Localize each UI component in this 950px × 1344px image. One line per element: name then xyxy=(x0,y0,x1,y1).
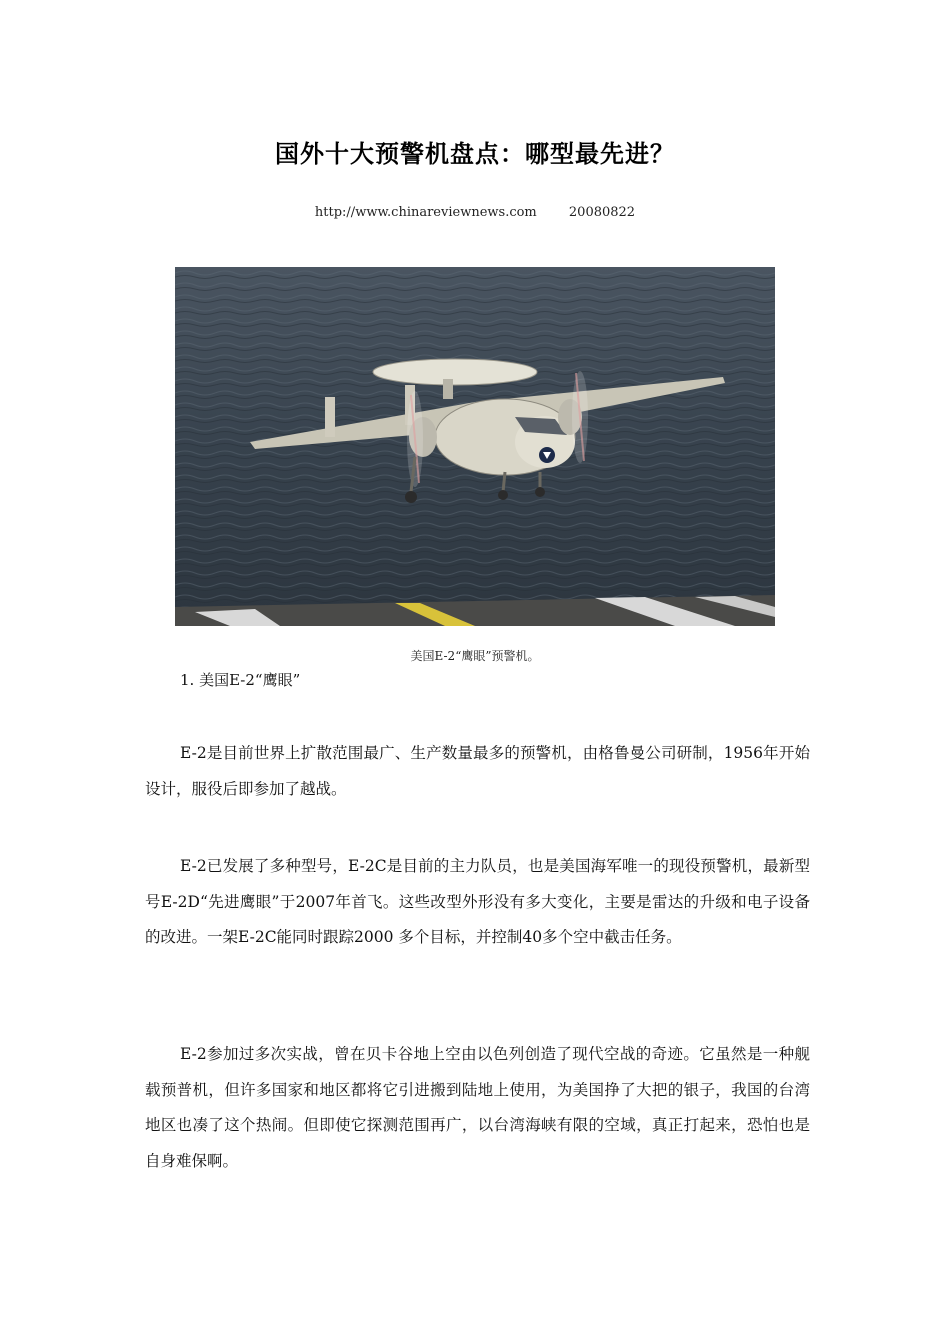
document-title: 国外十大预警机盘点：哪型最先进？ xyxy=(275,140,675,168)
source-line xyxy=(0,205,950,220)
source-url: http://www.chinareviewnews.com xyxy=(314,205,537,220)
section-heading: 1. 美国E-2“鹰眼” xyxy=(180,671,301,689)
aircraft-photo xyxy=(175,267,775,626)
paragraph-2: E-2已发展了多种型号，E-2C是目前的主力队员，也是美国海军唯一的现役预警机，最新型号E-2D“先进鹰眼”于2007年首飞。这些改型外形没有多大变化，主要是雷达的升级和电子设备的改进。一架E-2C能同时跟踪2000 多个目标，并控制40多个空中截击任务。 xyxy=(145,857,810,946)
image-caption: 美国E-2“鹰眼”预警机。 xyxy=(410,649,540,663)
paragraph-3: E-2参加过多次实战，曾在贝卡谷地上空由以色列创造了现代空战的奇迹。它虽然是一种舰载预普机，但许多国家和地区都将它引进搬到陆地上使用，为美国挣了大把的银子，我国的台湾地区也凑了这个热闹。但即使它探测范围再广，以台湾海峡有限的空域，真正打起来，恐怕也是自身难保啊。 xyxy=(145,1045,810,1170)
publish-date: 20080822 xyxy=(568,205,636,220)
paragraph-1: E-2是目前世界上扩散范围最广、生产数量最多的预警机，由格鲁曼公司研制，1956年开始设计，服役后即参加了越战。 xyxy=(145,744,810,798)
